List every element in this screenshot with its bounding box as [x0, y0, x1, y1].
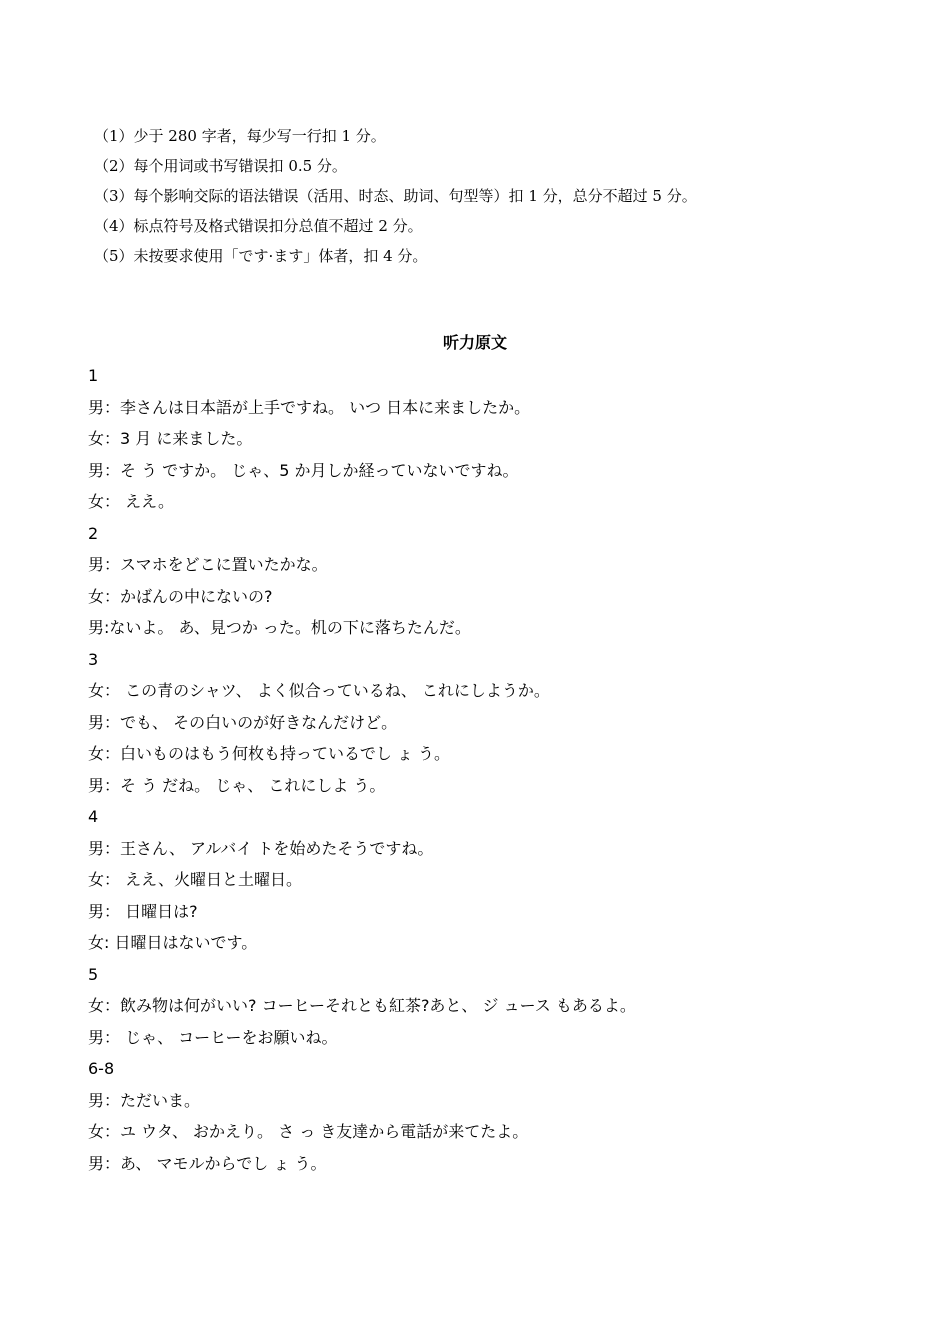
scoring-rule: （1）少于 280 字者，每少写一行扣 1 分。: [94, 127, 386, 145]
scoring-rule: （2）每个用词或书写错误扣 0.5 分。: [94, 157, 347, 175]
dialogue-line: 男：そ う だね。 じゃ、 これにしよ う。: [88, 775, 386, 795]
question-number: 5: [88, 964, 99, 984]
question-number: 1: [88, 366, 99, 385]
dialogue-line: 男： じゃ、 コーヒーをお願いね。: [88, 1027, 338, 1047]
question-number: 6-8: [88, 1059, 115, 1078]
transcript-body: [88, 360, 636, 1179]
dialogue-line: 男:ないよ。 あ、見つか った。机の下に落ちたんだ。: [88, 618, 471, 637]
dialogue-line: 男：スマホをどこに置いたかな。: [88, 555, 328, 574]
scoring-rule: （4）标点符号及格式错误扣分总值不超过 2 分。: [94, 217, 423, 235]
dialogue-line: 男：でも、 その白いのが好きなんだけど。: [88, 712, 398, 732]
dialogue-line: 女： ええ、火曜日と土曜日。: [88, 870, 303, 889]
dialogue-line: 男：あ、 マモルからでし ょ う。: [88, 1153, 327, 1173]
dialogue-line: 女：3 月 に来ました。: [88, 429, 253, 448]
dialogue-line: 女：かばんの中にないの?: [88, 586, 273, 606]
dialogue-line: 男：そ う ですか。 じゃ、5 か月しか経っていないですね。: [88, 460, 519, 480]
dialogue-line: 女： この青のシャツ、 よく似合っているね、 これにしようか。: [88, 681, 550, 700]
dialogue-line: 女： ええ。: [88, 492, 175, 511]
dialogue-line: 男：李さんは日本語が上手ですね。 いつ 日本に来ましたか。: [88, 397, 531, 417]
question-number: 4: [88, 807, 99, 826]
scoring-rule: （3）每个影响交际的语法错误（活用、时态、助词、句型等）扣 1 分，总分不超过 5 分。: [94, 187, 697, 205]
dialogue-line: 女: 日曜日はないです。: [88, 933, 258, 952]
dialogue-line: 女：白いものはもう何枚も持っているでし ょ う。: [88, 744, 451, 763]
dialogue-line: 男：王さん、 アルバイ トを始めたそうですね。: [88, 838, 434, 858]
dialogue-line: 男：ただいま。: [88, 1090, 201, 1110]
dialogue-line: 男： 日曜日は?: [88, 901, 198, 921]
scoring-rule: （5）未按要求使用「です·ます」体者，扣 4 分。: [94, 247, 428, 265]
transcript-title: 听力原文: [442, 333, 507, 352]
scoring-rules: [94, 121, 697, 271]
question-number: 3: [88, 649, 99, 669]
dialogue-line: 女：飲み物は何がいい? コーヒーそれとも紅茶?あと、 ジ ュース もあるよ。: [88, 996, 636, 1015]
question-number: 2: [88, 523, 99, 543]
dialogue-line: 女：ユ ウタ、 おかえり。 さ っ き友達から電話が来てたよ。: [88, 1122, 529, 1141]
